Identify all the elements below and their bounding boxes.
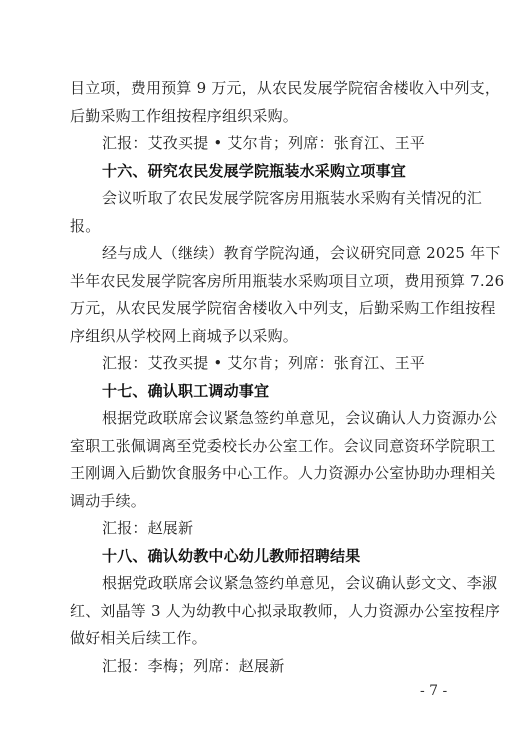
body-text-line: 红、刘晶等 3 人为幼教中心拟录取教师，人力资源办公室按程序 (70, 601, 501, 620)
page-number: - 7 - (420, 683, 448, 699)
body-text-line: 报。 (70, 216, 101, 235)
body-text-line: 王刚调入后勤饮食服务中心工作。人力资源办公室协助办理相关 (70, 464, 496, 482)
body-text-line: 室职工张佩调离至党委校长办公室工作。会议同意资环学院职工 (70, 436, 496, 455)
body-text-line: 调动手续。 (70, 491, 147, 510)
body-text-line: 序组织从学校网上商城予以采购。 (70, 326, 299, 345)
body-text-line: 半年农民发展学院客房所用瓶装水采购项目立项，费用预算 7.26 (70, 271, 505, 290)
body-text-line: 根据党政联席会议紧急签约单意见，会议确认人力资源办公 (102, 409, 498, 427)
report-line: 汇报：赵展新 (102, 519, 194, 537)
body-text-line: 后勤采购工作组按程序组织采购。 (70, 106, 299, 125)
report-attendees-line: 汇报：艾孜买提 • 艾尔肯；列席：张育江、王平 (102, 134, 425, 152)
section-heading-16: 十六、研究农民发展学院瓶装水采购立项事宜 (102, 161, 407, 180)
body-text-line: 目立项，费用预算 9 万元，从农民发展学院宿舍楼收入中列支， (70, 79, 501, 97)
body-text-line: 会议听取了农民发展学院客房用瓶装水采购有关情况的汇 (102, 189, 483, 207)
body-text-line: 做好相关后续工作。 (70, 629, 207, 647)
body-text-line: 经与成人（继续）教育学院沟通，会议研究同意 2025 年下 (102, 244, 501, 262)
body-text-line: 根据党政联席会议紧急签约单意见，会议确认彭文文、李淑 (102, 574, 498, 592)
report-attendees-line: 汇报：艾孜买提 • 艾尔肯；列席：张育江、王平 (102, 354, 425, 372)
body-text-line: 万元，从农民发展学院宿舍楼收入中列支，后勤采购工作组按程 (70, 299, 496, 317)
section-heading-17: 十七、确认职工调动事宜 (102, 381, 270, 400)
report-attendees-line: 汇报：李梅；列席：赵展新 (102, 656, 285, 675)
section-heading-18: 十八、确认幼教中心幼儿教师招聘结果 (102, 546, 361, 565)
